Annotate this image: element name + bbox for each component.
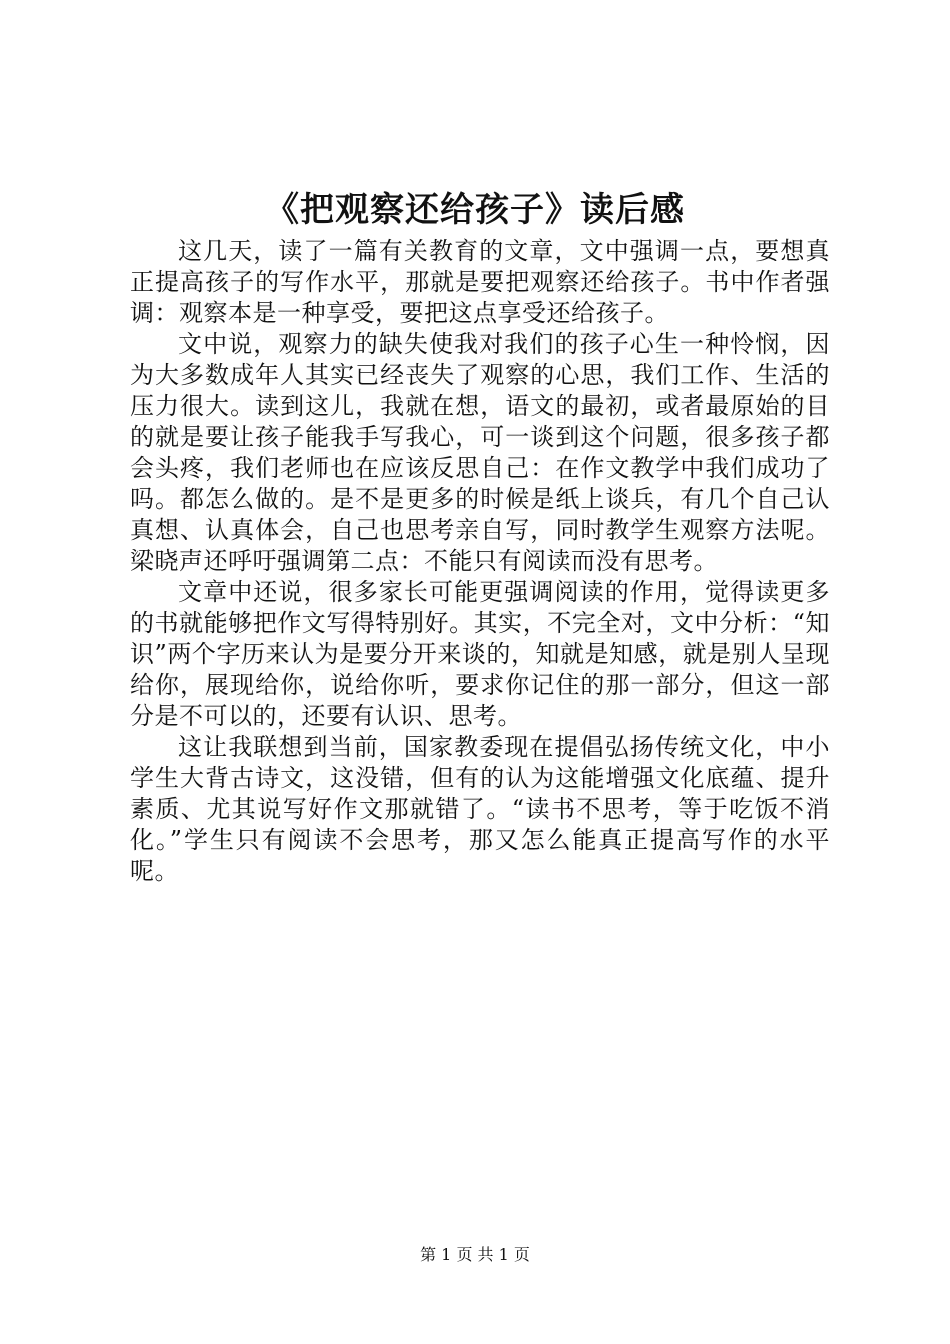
document-body	[130, 236, 830, 887]
paragraph-3: 文章中还说，很多家长可能更强调阅读的作用，觉得读更多的书就能够把作文写得特别好。其实，不完全对，文中分析：“知识”两个字历来认为是要分开来谈的，知就是知感，就是别人呈现给你，展现给你，说给你听，要求你记住的那一部分，但这一部分是不可以的，还要有认识、思考。	[130, 578, 830, 730]
paragraph-4: 这让我联想到当前，国家教委现在提倡弘扬传统文化，中小学生大背古诗文，这没错，但有的认为这能增强文化底蕴、提升素质、尤其说写好作文那就错了。“读书不思考，等于吃饭不消化。”学生只有阅读不会思考，那又怎么能真正提高写作的水平呢。	[130, 733, 830, 885]
paragraph-1: 这几天，读了一篇有关教育的文章，文中强调一点，要想真正提高孩子的写作水平，那就是要把观察还给孩子。书中作者强调：观察本是一种享受，要把这点享受还给孩子。	[130, 237, 830, 327]
page-footer: 第 1 页 共 1 页	[420, 1245, 530, 1264]
document-title: 《把观察还给孩子》读后感	[265, 190, 685, 230]
paragraph-2: 文中说，观察力的缺失使我对我们的孩子心生一种怜悯，因为大多数成年人其实已经丧失了观察的心思，我们工作、生活的压力很大。读到这儿，我就在想，语文的最初，或者最原始的目的就是要让孩子能我手写我心，可一谈到这个问题，很多孩子都会头疼，我们老师也在应该反思自己：在作文教学中我们成功了吗。都怎么做的。是不是更多的时候是纸上谈兵，有几个自己认真想、认真体会，自己也思考亲自写，同时教学生观察方法呢。梁晓声还呼吁强调第二点：不能只有阅读而没有思考。	[130, 330, 830, 575]
